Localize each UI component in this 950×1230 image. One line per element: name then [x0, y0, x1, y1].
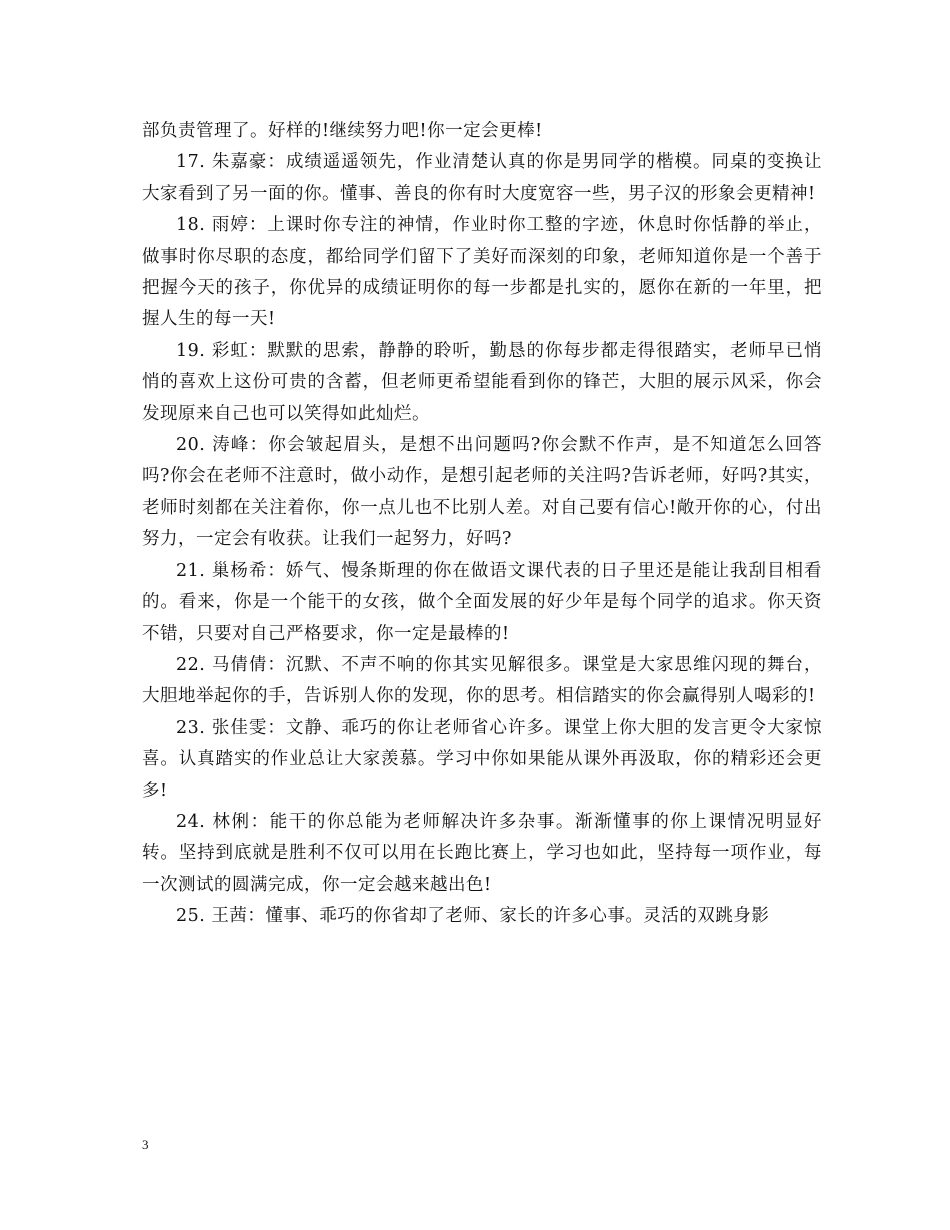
- paragraph-19: 19. 彩虹：默默的思索，静静的聆听，勤恳的你每步都走得很踏实，老师早已悄悄的喜欢上这份可贵的含蓄，但老师更希望能看到你的锋芒，大胆的展示风采，你会发现原来自己也可以笑得如此灿烂。: [142, 340, 822, 424]
- page-number: 3: [142, 1137, 149, 1152]
- paragraph-23: 23. 张佳雯：文静、乖巧的你让老师省心许多。课堂上你大胆的发言更令大家惊喜。认真踏实的作业总让大家羡慕。学习中你如果能从课外再汲取，你的精彩还会更多!: [142, 717, 822, 801]
- paragraph-24: 24. 林俐：能干的你总能为老师解决许多杂事。渐渐懂事的你上课情况明显好转。坚持到底就是胜利不仅可以用在长跑比赛上，学习也如此，坚持每一项作业，每一次测试的圆满完成，你一定会越来越出色!: [142, 811, 822, 895]
- paragraph-20: 20. 涛峰：你会皱起眉头，是想不出问题吗?你会默不作声，是不知道怎么回答吗?你会在老师不注意时，做小动作，是想引起老师的关注吗?告诉老师，好吗?其实，老师时刻都在关注着你，你一点儿也不比别人差。对自己要有信心!敞开你的心，付出努力，一定会有收获。让我们一起努力，好吗?: [142, 435, 822, 550]
- paragraph-18: 18. 雨婷：上课时你专注的神情，作业时你工整的字迹，休息时你恬静的举止，做事时你尽职的态度，都给同学们留下了美好而深刻的印象，老师知道你是一个善于把握今天的孩子，你优异的成绩证明你的每一步都是扎实的，愿你在新的一年里，把握人生的每一天!: [142, 215, 822, 330]
- paragraph-continuation: 部负责管理了。好样的!继续努力吧!你一定会更棒!: [142, 121, 543, 141]
- document-body: [142, 116, 822, 933]
- paragraph-21: 21. 巢杨希：娇气、慢条斯理的你在做语文课代表的日子里还是能让我刮目相看的。看来，你是一个能干的女孩，做个全面发展的好少年是每个同学的追求。你天资不错，只要对自己严格要求，你一定是最棒的!: [142, 560, 822, 644]
- paragraph-17: 17. 朱嘉豪：成绩遥遥领先，作业清楚认真的你是男同学的楷模。同桌的变换让大家看到了另一面的你。懂事、善良的你有时大度宽容一些，男子汉的形象会更精神!: [142, 152, 822, 204]
- paragraph-25: 25. 王茜：懂事、乖巧的你省却了老师、家长的许多心事。灵活的双跳身影: [176, 906, 770, 927]
- paragraph-22: 22. 马倩倩：沉默、不声不响的你其实见解很多。课堂是大家思维闪现的舞台，大胆地举起你的手，告诉别人你的发现，你的思考。相信踏实的你会赢得别人喝彩的!: [142, 654, 822, 707]
